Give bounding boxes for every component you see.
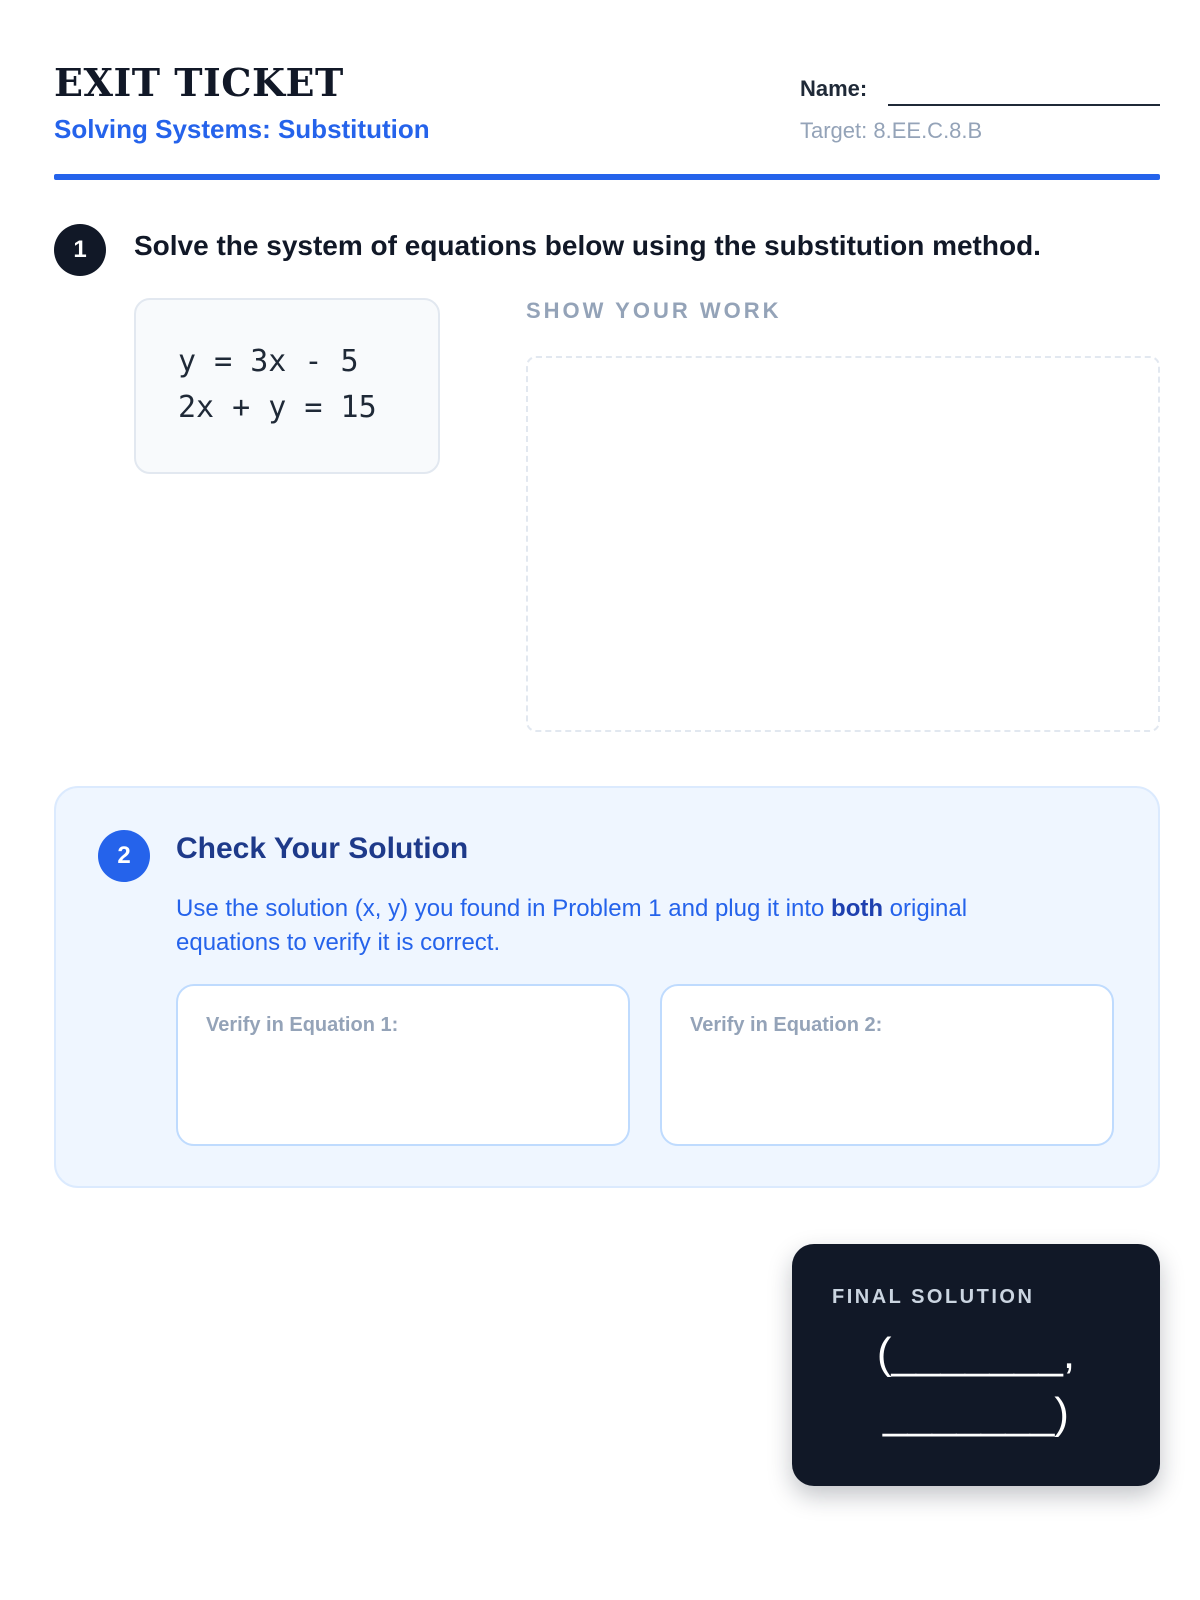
- verify-equation-1-box[interactable]: [176, 984, 630, 1146]
- final-solution-answer[interactable]: [792, 1324, 1160, 1444]
- problem-2-badge: 2: [98, 830, 150, 882]
- name-blank-line[interactable]: [888, 104, 1160, 106]
- exit-ticket-page: [54, 0, 1160, 1600]
- target-standard: Target: 8.EE.C.8.B: [800, 118, 983, 143]
- final-solution-card: [792, 1244, 1160, 1486]
- description-emphasis: both: [831, 895, 884, 922]
- page-subtitle: Solving Systems: Substitution: [54, 114, 430, 144]
- name-field[interactable]: [800, 68, 1160, 108]
- verify-equation-2-box[interactable]: [660, 984, 1114, 1146]
- verify-equation-2-label: Verify in Equation 2:: [690, 1014, 883, 1036]
- check-solution-panel: [54, 786, 1160, 1188]
- problem-2-description: [176, 892, 1036, 960]
- show-work-area[interactable]: [526, 356, 1160, 732]
- equation-system-box: [134, 298, 440, 474]
- equation-2: 2x + y = 15: [178, 390, 377, 425]
- equation-1: y = 3x - 5: [178, 344, 359, 379]
- problem-1-instruction: Solve the system of equations below using the substitution method.: [134, 230, 1041, 261]
- header: [54, 56, 1160, 180]
- name-label: Name:: [800, 76, 868, 101]
- problem-1-badge: 1: [54, 224, 106, 276]
- page-title: EXIT TICKET: [54, 60, 344, 105]
- final-answer-y-blank[interactable]: _______): [883, 1389, 1069, 1438]
- description-part-2: original equations to verify it is correct.: [176, 895, 968, 956]
- verify-equation-1-label: Verify in Equation 1:: [206, 1014, 399, 1036]
- problem-2-title: Check Your Solution: [176, 832, 469, 865]
- header-divider: [54, 174, 1160, 180]
- description-part-1: Use the solution (x, y) you found in Problem 1 and plug it into: [176, 895, 832, 922]
- show-work-label: SHOW YOUR WORK: [526, 298, 782, 323]
- final-solution-label: FINAL SOLUTION: [832, 1286, 1035, 1308]
- final-answer-x-blank[interactable]: (_______,: [876, 1329, 1076, 1378]
